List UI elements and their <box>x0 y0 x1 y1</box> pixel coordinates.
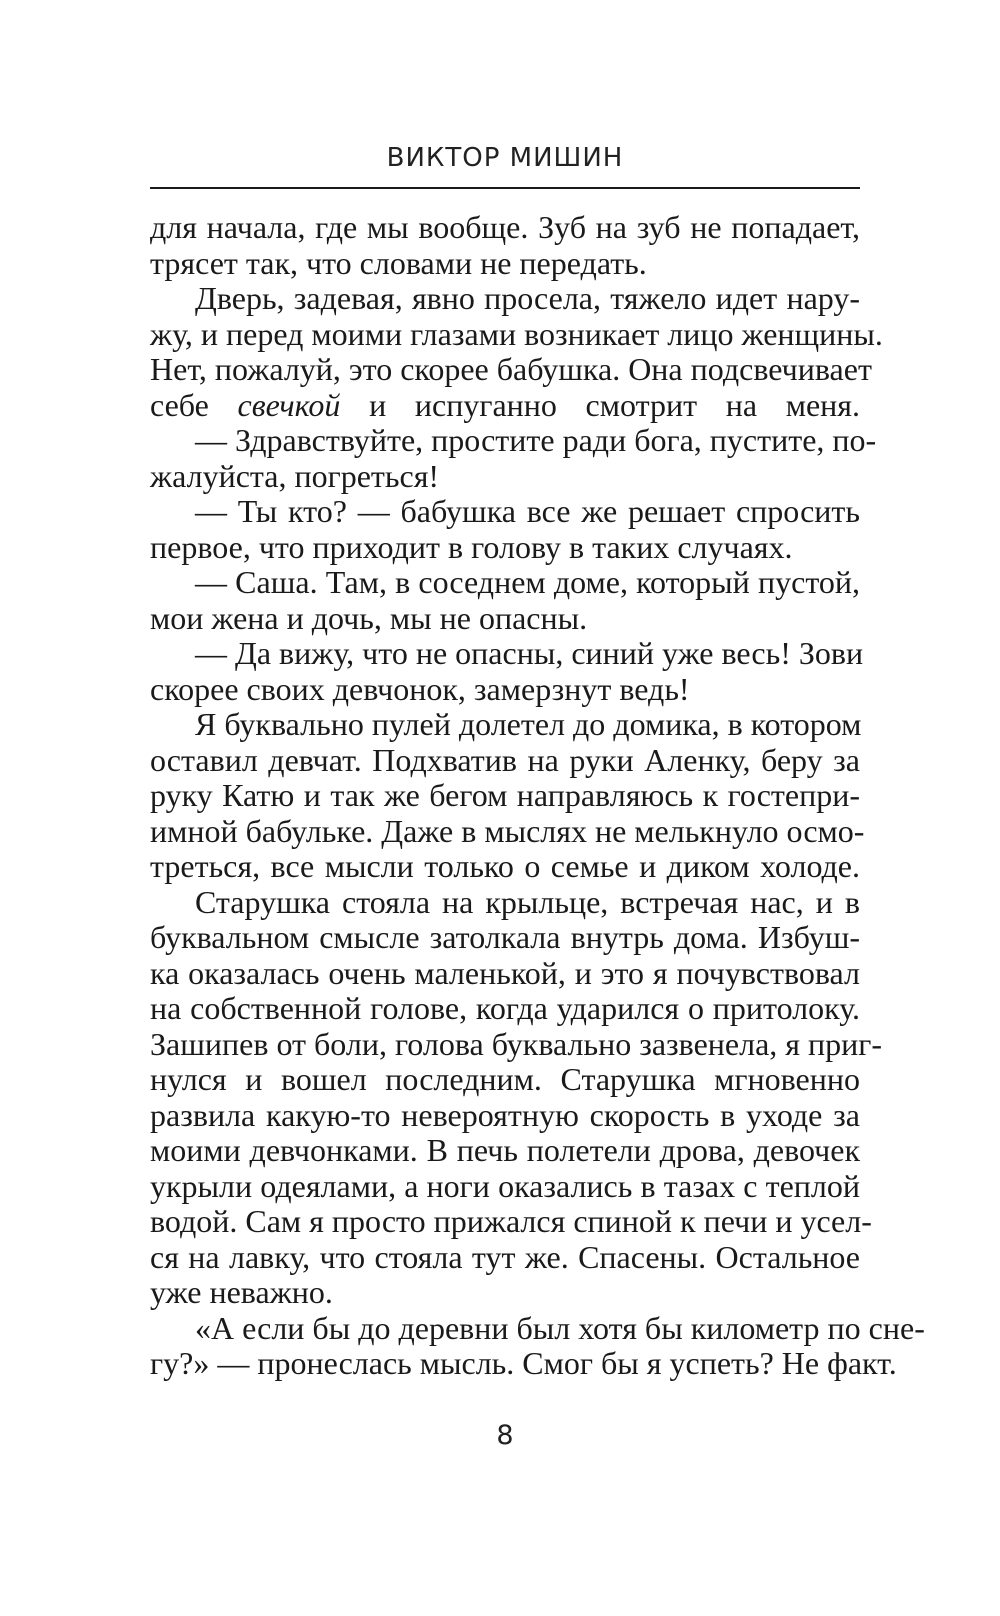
text-line: Дверь, задевая, явно просела, тяжело идет нару- <box>195 280 860 316</box>
text-line <box>150 388 860 424</box>
text-line: на собственной голове, когда ударился о притолоку. <box>150 990 860 1026</box>
text-line: Нет, пожалуй, это скорее бабушка. Она подсвечивает <box>150 351 872 387</box>
text-run: себе <box>150 386 238 423</box>
text-line: ся на лавку, что стояла тут же. Спасены. Остальное <box>150 1238 860 1275</box>
header-rule <box>150 187 860 189</box>
text-line: треться, все мысли только о семье и диком холоде. <box>150 848 860 884</box>
text-line: — Ты кто? — бабушка все же решает спросить <box>195 493 860 529</box>
text-run: и испуганно смотрит на меня. <box>340 386 861 423</box>
page-number: 8 <box>496 1420 514 1451</box>
text-line: оставил девчат. Подхватив на руки Аленку, беру за <box>150 741 860 778</box>
text-line: «А если бы до деревни был хотя бы километр по сне- <box>195 1309 925 1346</box>
text-line: жалуйста, погреться! <box>150 457 440 494</box>
text-line: — Здравствуйте, простите ради бога, пустите, по- <box>195 422 877 458</box>
text-line: мои жена и дочь, мы не опасны. <box>150 599 588 636</box>
text-line: водой. Сам я просто прижался спиной к печи и усел- <box>150 1203 872 1239</box>
text-line: первое, что приходит в голову в таких случаях. <box>150 528 793 565</box>
text-line: ка оказалась очень маленькой, и это я почувствовал <box>150 954 860 991</box>
text-line: трясет так, что словами не передать. <box>150 244 647 281</box>
text-line: гу?» — пронеслась мысль. Смог бы я успеть? Не факт. <box>150 1345 897 1381</box>
text-line: — Саша. Там, в соседнем доме, который пустой, <box>195 564 860 600</box>
text-line: Зашипев от боли, голова буквально зазвенела, я приг- <box>150 1025 883 1062</box>
italic-word: свечкой <box>237 386 341 423</box>
text-line: руку Катю и так же бегом направляюсь к гостепри- <box>150 777 860 813</box>
text-line: развила какую-то невероятную скорость в уходе за <box>150 1096 860 1133</box>
text-line: моими девчонками. В печь полетели дрова, девочек <box>150 1132 860 1168</box>
body-text <box>150 209 925 1382</box>
text-line: жу, и перед моими глазами возникает лицо женщины. <box>150 315 883 352</box>
text-line: уже неважно. <box>150 1274 333 1310</box>
text-line: Старушка стояла на крыльце, встречая нас, и в <box>195 883 860 920</box>
text-line: скорее своих девчонок, замерзнут ведь! <box>150 670 690 707</box>
running-head: ВИКТОР МИШИН <box>386 143 624 173</box>
text-line: укрыли одеялами, а ноги оказались в тазах с теплой <box>150 1167 860 1204</box>
text-line: Я буквально пулей долетел до домика, в котором <box>195 706 862 742</box>
text-line: буквальном смысле затолкала внутрь дома. Избуш- <box>150 919 860 955</box>
text-line: нулся и вошел последним. Старушка мгновенно <box>150 1061 860 1097</box>
text-line: — Да вижу, что не опасны, синий уже весь! Зови <box>195 635 864 671</box>
text-line: имной бабульке. Даже в мыслях не мелькнуло осмо- <box>150 812 865 849</box>
text-line: для начала, где мы вообще. Зуб на зуб не попадает, <box>150 209 860 245</box>
